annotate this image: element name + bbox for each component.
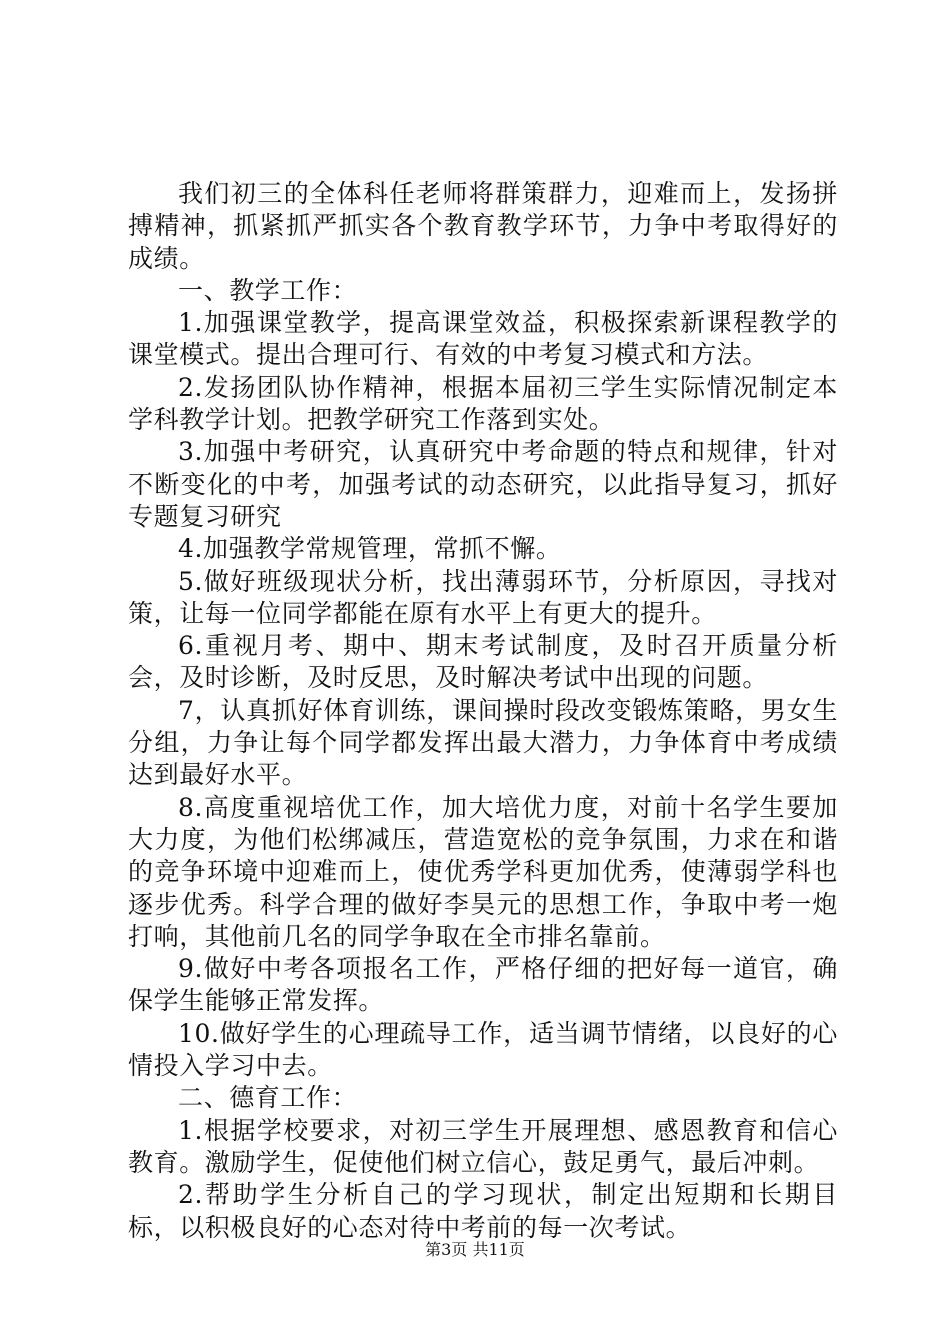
section-heading-moral: 二、德育工作： [178, 1083, 358, 1113]
page-number-footer: 第3页 共11页 [425, 1240, 525, 1259]
list-item: 7，认真抓好体育训练，课间操时段改变锻炼策略，男女生分组，力争让每个同学都发挥出最大潜力，力争体育中考成绩达到最好水平。 [128, 695, 838, 790]
paragraph-intro: 我们初三的全体科任老师将群策群力，迎难而上，发扬拼搏精神，抓紧抓严抓实各个教育教学环节，力争中考取得好的成绩。 [128, 179, 838, 273]
list-item: 8.高度重视培优工作，加大培优力度，对前十名学生要加大力度，为他们松绑减压，营造宽松的竞争氛围，力求在和谐的竞争环境中迎难而上，使优秀学科更加优秀，使薄弱学科也逐步优秀。科学合理的做好李昊元的思想工作，争取中考一炮打响，其他前几名的同学争取在全市排名靠前。 [128, 792, 838, 951]
list-item: 9.做好中考各项报名工作，严格仔细的把好每一道官，确保学生能够正常发挥。 [128, 954, 838, 1016]
list-item: 4.加强教学常规管理，常抓不懈。 [178, 534, 562, 564]
list-item: 3.加强中考研究，认真研究中考命题的特点和规律，针对不断变化的中考，加强考试的动态研究，以此指导复习，抓好专题复习研究 [128, 437, 838, 531]
list-item: 5.做好班级现状分析，找出薄弱环节，分析原因，寻找对策，让每一位同学都能在原有水平上有更大的提升。 [128, 566, 838, 628]
list-item: 2.帮助学生分析自己的学习现状，制定出短期和长期目标，以积极良好的心态对待中考前的每一次考试。 [128, 1180, 838, 1242]
document-body [128, 178, 838, 1244]
list-item: 2.发扬团队协作精神，根据本届初三学生实际情况制定本学科教学计划。把教学研究工作落到实处。 [128, 372, 838, 435]
list-item: 10.做好学生的心理疏导工作，适当调节情绪，以良好的心情投入学习中去。 [128, 1018, 838, 1081]
section-heading-teaching: 一、教学工作： [178, 275, 358, 305]
list-item: 6.重视月考、期中、期末考试制度，及时召开质量分析会，及时诊断，及时反思，及时解决考试中出现的问题。 [128, 631, 838, 693]
list-item: 1.根据学校要求，对初三学生开展理想、感恩教育和信心教育。激励学生，促使他们树立信心，鼓足勇气，最后冲刺。 [128, 1115, 838, 1177]
list-item: 1.加强课堂教学，提高课堂效益，积极探索新课程教学的课堂模式。提出合理可行、有效的中考复习模式和方法。 [128, 308, 838, 370]
